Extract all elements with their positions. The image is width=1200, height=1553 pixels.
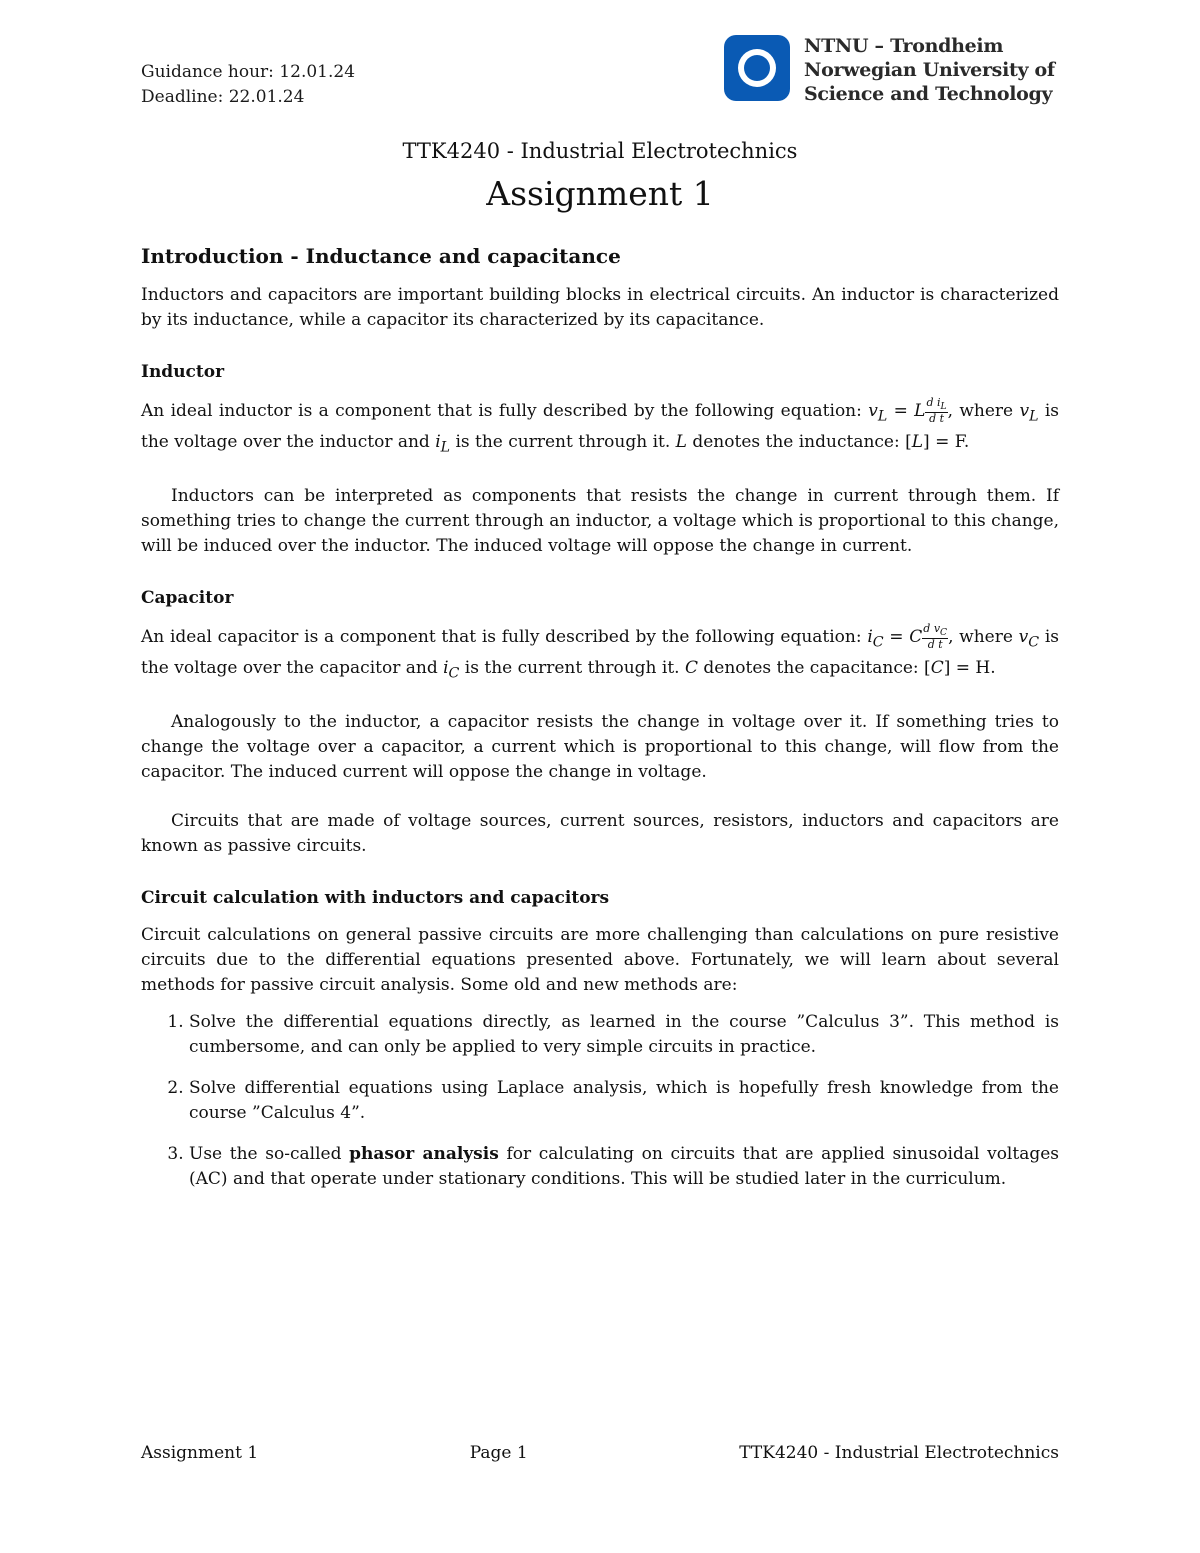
capacitor-definition: An ideal capacitor is a component that is fully described by the following equation: $i_C = C$ $\frac{d v_C}{\text{d t}}$ , where $v_C$ is the voltage over the capacitor and $i_C$ is the current through it. C denotes the capacitance: [C] = H. bbox=[141, 621, 1059, 681]
deadline: Deadline: 22.01.24 bbox=[141, 87, 305, 107]
intro-paragraph: Inductors and capacitors are important building blocks in electrical circuits. An inductor is characterized by its inductance, while a capacitor its characterized by its capacitance. bbox=[141, 285, 1059, 330]
list-item: 1. Solve the differential equations directly, as learned in the course ”Calculus 3”. This method is cumbersome, and can only be applied to very simple circuits in practice. bbox=[189, 1010, 1059, 1060]
list-item: 3. Use the so-called phasor analysis for calculating on circuits that are applied sinusoidal voltages (AC) and that operate under stationary conditions. This will be studied later in the curriculum. bbox=[189, 1142, 1059, 1192]
header-meta bbox=[141, 60, 355, 110]
page-number: Page 1 bbox=[469, 1443, 528, 1463]
footer-right: TTK4240 - Industrial Electrotechnics bbox=[739, 1443, 1059, 1463]
footer-left: Assignment 1 bbox=[141, 1443, 259, 1463]
ntnu-logo-icon bbox=[724, 35, 790, 101]
capacitor-explanation: Analogously to the inductor, a capacitor resists the change in voltage over it. If something tries to change the voltage over a capacitor, a current which is proportional to this change, will flow from the capacitor. The induced current will oppose the change in voltage. bbox=[141, 711, 1059, 782]
list-item: 2. Solve differential equations using Laplace analysis, which is hopefully fresh knowledge from the course ”Calculus 4”. bbox=[189, 1076, 1059, 1126]
inductor-heading: Inductor bbox=[141, 362, 225, 382]
inductor-fraction: $\frac{d i_L}{\text{d t}}$ bbox=[926, 396, 947, 426]
inductor-explanation: Inductors can be interpreted as components that resists the change in current through them. If something tries to change the current through an inductor, a voltage which is proportional to this change, will be induced over the inductor. The induced voltage will oppose the change in current. bbox=[141, 485, 1059, 556]
capacitor-fraction: $\frac{d v_C}{\text{d t}}$ bbox=[923, 621, 948, 652]
calc-heading: Circuit calculation with inductors and capacitors bbox=[141, 887, 610, 908]
passive-circuits-paragraph: Circuits that are made of voltage sources, current sources, resistors, inductors and capacitors are known as passive circuits. bbox=[141, 810, 1059, 856]
capacitor-heading: Capacitor bbox=[141, 587, 234, 608]
ntnu-logo bbox=[724, 34, 1055, 106]
document-title: Assignment 1 bbox=[486, 174, 714, 213]
calc-paragraph: Circuit calculations on general passive circuits are more challenging than calculations on pure resistive circuits due to the differential equations presented above. Fortunately, we will learn about several methods for passive circuit analysis. Some old and new methods are: bbox=[141, 924, 1059, 995]
guidance-hour: Guidance hour: 12.01.24 bbox=[141, 62, 356, 82]
intro-heading: Introduction - Inductance and capacitance bbox=[141, 244, 621, 268]
methods-list bbox=[141, 1010, 1059, 1192]
ntnu-logo-text: NTNU – Trondheim Norwegian University of Science and Technology bbox=[804, 35, 1055, 105]
course-title: TTK4240 - Industrial Electrotechnics bbox=[402, 139, 798, 163]
document-body bbox=[141, 242, 1059, 1208]
inductor-definition: An ideal inductor is a component that is fully described by the following equation: $v_L = L$ $\frac{d i_L}{\text{d t}}$ , where $v_L$ is the voltage over the inductor and $i_L$ is the current through it. L denotes the inductance: [L] = F. bbox=[141, 396, 1059, 455]
page-footer bbox=[141, 1443, 1059, 1463]
